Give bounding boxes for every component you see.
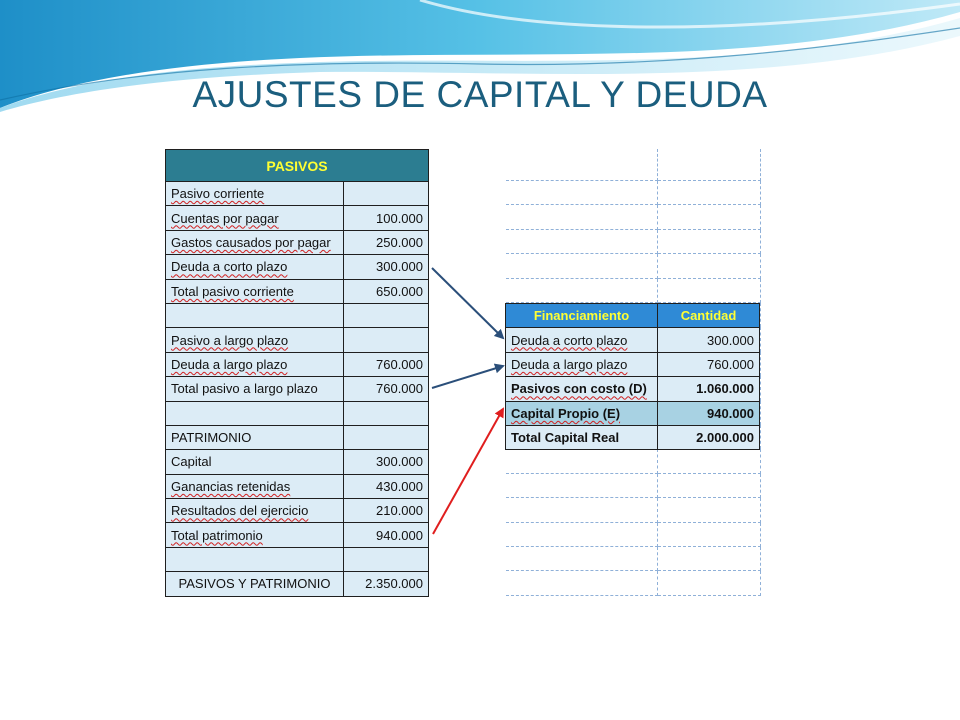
pasivos-label-text: Pasivo corriente bbox=[171, 186, 265, 202]
financiamiento-label bbox=[506, 328, 658, 352]
financiamiento-row bbox=[506, 401, 760, 425]
pasivos-label bbox=[166, 279, 344, 303]
pasivos-value: 940.000 bbox=[344, 523, 429, 547]
pasivos-label bbox=[166, 206, 344, 230]
pasivos-label-text: Deuda a largo plazo bbox=[171, 356, 288, 372]
financiamiento-label bbox=[506, 377, 658, 401]
financiamiento-label-text: Total Capital Real bbox=[511, 430, 620, 446]
pasivos-label bbox=[166, 328, 344, 352]
pasivos-label bbox=[166, 401, 344, 425]
pasivos-label-text: Total pasivo corriente bbox=[171, 283, 294, 299]
pasivos-row bbox=[166, 547, 429, 571]
pasivos-label bbox=[166, 523, 344, 547]
pasivos-value bbox=[344, 182, 429, 206]
grid-cell bbox=[506, 205, 658, 229]
financiamiento-label bbox=[506, 425, 658, 449]
pasivos-row bbox=[166, 206, 429, 230]
pasivos-value bbox=[344, 547, 429, 571]
pasivos-row bbox=[166, 303, 429, 327]
pasivos-label bbox=[166, 450, 344, 474]
pasivos-label bbox=[166, 572, 344, 596]
pasivos-row bbox=[166, 328, 429, 352]
pasivos-value: 300.000 bbox=[344, 450, 429, 474]
pasivos-value: 430.000 bbox=[344, 474, 429, 498]
pasivos-label bbox=[166, 182, 344, 206]
pasivos-label bbox=[166, 474, 344, 498]
pasivos-label-text: Total patrimonio bbox=[171, 527, 263, 543]
pasivos-label bbox=[166, 255, 344, 279]
grid-cell bbox=[658, 279, 761, 303]
pasivos-label-text: PATRIMONIO bbox=[171, 430, 252, 446]
pasivos-row bbox=[166, 425, 429, 449]
pasivos-row bbox=[166, 182, 429, 206]
pasivos-label-text: Capital bbox=[171, 454, 212, 470]
pasivos-header-row bbox=[166, 150, 429, 182]
pasivos-value: 300.000 bbox=[344, 255, 429, 279]
pasivos-label-text: Cuentas por pagar bbox=[171, 210, 279, 226]
pasivos-label bbox=[166, 425, 344, 449]
pasivos-label bbox=[166, 303, 344, 327]
pasivos-value: 250.000 bbox=[344, 230, 429, 254]
cantidad-header: Cantidad bbox=[658, 304, 760, 328]
grid-cell bbox=[658, 149, 761, 181]
pasivos-row bbox=[166, 352, 429, 376]
grid-cell bbox=[658, 547, 761, 571]
grid-cell bbox=[658, 571, 761, 595]
financiamiento-label-text: Deuda a largo plazo bbox=[511, 356, 628, 372]
financiamiento-label-text: Capital Propio (E) bbox=[511, 405, 621, 421]
pasivos-row bbox=[166, 230, 429, 254]
financiamiento-value: 2.000.000 bbox=[658, 425, 760, 449]
grid-cell bbox=[658, 205, 761, 229]
grid-cell bbox=[506, 149, 658, 181]
pasivos-value: 650.000 bbox=[344, 279, 429, 303]
pasivos-header: PASIVOS bbox=[166, 150, 429, 182]
financiamiento-value: 940.000 bbox=[658, 401, 760, 425]
pasivos-label-text: Pasivo a largo plazo bbox=[171, 332, 289, 348]
financiamiento-label-text: Pasivos con costo (D) bbox=[511, 381, 647, 397]
grid-cell bbox=[506, 571, 658, 595]
pasivos-row bbox=[166, 377, 429, 401]
pasivos-value: 210.000 bbox=[344, 499, 429, 523]
pasivos-value bbox=[344, 401, 429, 425]
grid-cell bbox=[506, 547, 658, 571]
page-title: AJUSTES DE CAPITAL Y DEUDA bbox=[192, 74, 768, 115]
pasivos-table bbox=[165, 149, 429, 597]
pasivos-row bbox=[166, 255, 429, 279]
financiamiento-value: 300.000 bbox=[658, 328, 760, 352]
pasivos-row bbox=[166, 474, 429, 498]
pasivos-label bbox=[166, 547, 344, 571]
grid-cell bbox=[658, 498, 761, 522]
grid-cell bbox=[506, 254, 658, 278]
grid-cell bbox=[506, 181, 658, 205]
grid-cell bbox=[658, 449, 761, 473]
financiamiento-value: 760.000 bbox=[658, 352, 760, 376]
pasivos-row bbox=[166, 523, 429, 547]
pasivos-label-text: Resultados del ejercicio bbox=[171, 503, 309, 519]
pasivos-label-text: PASIVOS Y PATRIMONIO bbox=[178, 576, 331, 592]
pasivos-value: 760.000 bbox=[344, 352, 429, 376]
pasivos-value bbox=[344, 425, 429, 449]
grid-cell bbox=[658, 474, 761, 498]
grid-cell bbox=[506, 498, 658, 522]
pasivos-row bbox=[166, 499, 429, 523]
grid-cell bbox=[658, 523, 761, 547]
pasivos-value bbox=[344, 303, 429, 327]
financiamiento-row bbox=[506, 328, 760, 352]
grid-cell bbox=[658, 181, 761, 205]
financiamiento-label bbox=[506, 401, 658, 425]
pasivos-value: 760.000 bbox=[344, 377, 429, 401]
grid-cell bbox=[506, 230, 658, 254]
pasivos-row bbox=[166, 401, 429, 425]
financiamiento-table bbox=[505, 303, 760, 450]
pasivos-label bbox=[166, 377, 344, 401]
financiamiento-value: 1.060.000 bbox=[658, 377, 760, 401]
pasivos-label-text: Gastos causados por pagar bbox=[171, 234, 331, 250]
grid-cell bbox=[506, 474, 658, 498]
pasivos-label-text: Total pasivo a largo plazo bbox=[171, 381, 318, 397]
grid-cell bbox=[658, 230, 761, 254]
financiamiento-label bbox=[506, 352, 658, 376]
pasivos-label-text: Ganancias retenidas bbox=[171, 478, 291, 494]
pasivos-label bbox=[166, 230, 344, 254]
grid-cell bbox=[658, 254, 761, 278]
financiamiento-row bbox=[506, 377, 760, 401]
grid-cell bbox=[506, 523, 658, 547]
pasivos-label bbox=[166, 352, 344, 376]
financiamiento-header-row bbox=[506, 304, 760, 328]
pasivos-row bbox=[166, 450, 429, 474]
pasivos-row bbox=[166, 572, 429, 596]
pasivos-value: 2.350.000 bbox=[344, 572, 429, 596]
grid-cell bbox=[506, 449, 658, 473]
grid-cell bbox=[506, 279, 658, 303]
pasivos-value: 100.000 bbox=[344, 206, 429, 230]
pasivos-row bbox=[166, 279, 429, 303]
pasivos-label-text: Deuda a corto plazo bbox=[171, 259, 288, 275]
financiamiento-row bbox=[506, 425, 760, 449]
financiamiento-header: Financiamiento bbox=[506, 304, 658, 328]
pasivos-label bbox=[166, 499, 344, 523]
financiamiento-row bbox=[506, 352, 760, 376]
financiamiento-label-text: Deuda a corto plazo bbox=[511, 332, 628, 348]
pasivos-value bbox=[344, 328, 429, 352]
